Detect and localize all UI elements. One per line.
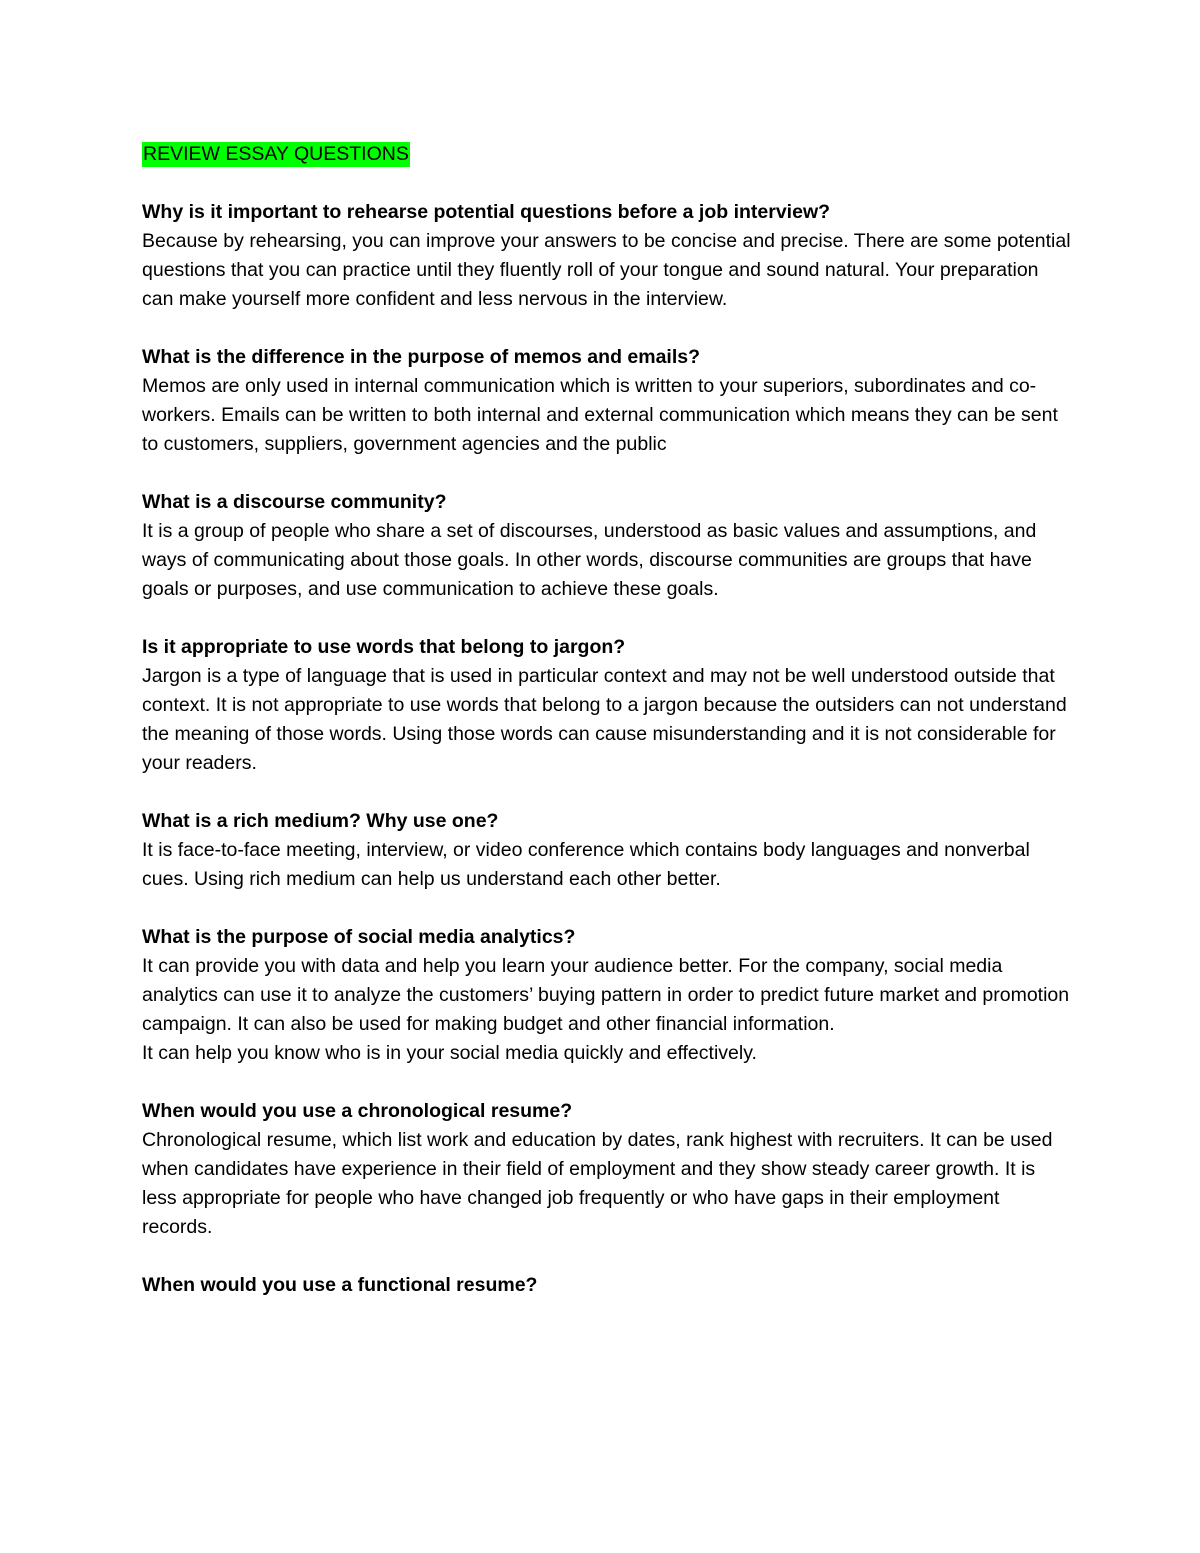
question-text: What is the purpose of social media analytics? — [142, 926, 576, 948]
document-title — [142, 140, 1072, 169]
qa-section-6 — [142, 923, 1072, 1068]
answer-text: Memos are only used in internal communication which is written to your superiors, subordinates and co-workers. Emails can be written to both internal and external communication which means they can be sent to customers, suppliers, government agencies and the public — [142, 375, 1058, 455]
question-text: When would you use a functional resume? — [142, 1274, 538, 1296]
qa-section-3 — [142, 488, 1072, 604]
answer-text: Jargon is a type of language that is used in particular context and may not be well understood outside that context. It is not appropriate to use words that belong to a jargon because the outsiders can not understand the meaning of those words. Using those words can cause misunderstanding and it is not considerable for your readers. — [142, 665, 1067, 774]
answer-text: Because by rehearsing, you can improve your answers to be concise and precise. There are some potential questions that you can practice until they fluently roll of your tongue and sound natural. Your preparation can make yourself more confident and less nervous in the interview. — [142, 230, 1071, 310]
answer-text: It is face-to-face meeting, interview, or video conference which contains body languages and nonverbal cues. Using rich medium can help us understand each other better. — [142, 839, 1030, 890]
qa-section-4 — [142, 633, 1072, 778]
qa-section-2 — [142, 343, 1072, 459]
answer-text: It is a group of people who share a set of discourses, understood as basic values and assumptions, and ways of communicating about those goals. In other words, discourse communities are groups that have goals or purposes, and use communication to achieve these goals. — [142, 520, 1037, 600]
document-body — [142, 140, 1072, 1329]
answer-text: Chronological resume, which list work and education by dates, rank highest with recruiters. It can be used when candidates have experience in their field of employment and they show steady career growth. It is less appropriate for people who have changed job frequently or who have gaps in their employment records. — [142, 1129, 1053, 1238]
question-text: Is it appropriate to use words that belong to jargon? — [142, 636, 626, 658]
answer-text: It can provide you with data and help you learn your audience better. For the company, social media analytics can use it to analyze the customers’ buying pattern in order to predict future market and promotion campaign. It can also be used for making budget and other financial information. It can help you know who is in your social media quickly and effectively. — [142, 955, 1070, 1064]
question-text: Why is it important to rehearse potential questions before a job interview? — [142, 201, 831, 223]
qa-section-7 — [142, 1097, 1072, 1242]
document-title-text: REVIEW ESSAY QUESTIONS — [143, 143, 409, 165]
qa-section-8 — [142, 1271, 1072, 1300]
question-text: What is a discourse community? — [142, 491, 447, 513]
question-text: What is a rich medium? Why use one? — [142, 810, 499, 832]
qa-section-1 — [142, 198, 1072, 314]
question-text: When would you use a chronological resume? — [142, 1100, 573, 1122]
question-text: What is the difference in the purpose of memos and emails? — [142, 346, 701, 368]
qa-section-5 — [142, 807, 1072, 894]
